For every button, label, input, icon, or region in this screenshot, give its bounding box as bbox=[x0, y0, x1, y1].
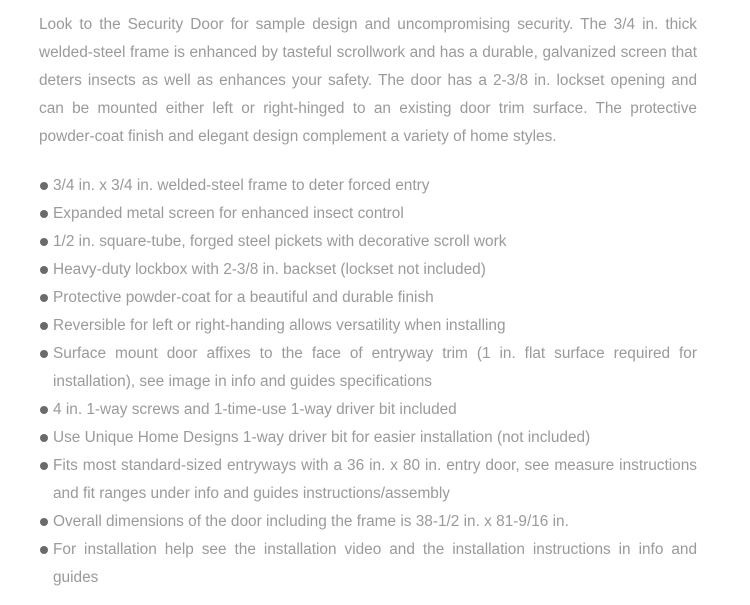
feature-item bbox=[39, 452, 697, 508]
feature-item bbox=[39, 312, 697, 340]
feature-item bbox=[39, 536, 697, 592]
feature-text: Surface mount door affixes to the face of entryway trim (1 in. flat surface required for installation), see image in info and guides specifications bbox=[53, 345, 697, 390]
feature-item bbox=[39, 396, 697, 424]
feature-item bbox=[39, 284, 697, 312]
bullet-icon bbox=[40, 546, 48, 554]
feature-item bbox=[39, 256, 697, 284]
feature-list bbox=[39, 172, 697, 592]
feature-text: 1/2 in. square-tube, forged steel pickets with decorative scroll work bbox=[53, 233, 507, 250]
feature-item bbox=[39, 172, 697, 200]
bullet-icon bbox=[40, 350, 48, 358]
feature-text: For installation help see the installation video and the installation instructions in info and guides bbox=[53, 541, 697, 586]
feature-item bbox=[39, 200, 697, 228]
feature-item bbox=[39, 228, 697, 256]
feature-text: 3/4 in. x 3/4 in. welded-steel frame to deter forced entry bbox=[53, 177, 430, 194]
feature-item bbox=[39, 424, 697, 452]
feature-text: 4 in. 1-way screws and 1-time-use 1-way driver bit included bbox=[53, 401, 457, 418]
bullet-icon bbox=[40, 434, 48, 442]
feature-text: Heavy-duty lockbox with 2-3/8 in. backset (lockset not included) bbox=[53, 261, 486, 278]
product-description-section bbox=[39, 11, 697, 592]
bullet-icon bbox=[40, 462, 48, 470]
bullet-icon bbox=[40, 182, 48, 190]
feature-text: Protective powder-coat for a beautiful and durable finish bbox=[53, 289, 434, 306]
feature-text: Use Unique Home Designs 1-way driver bit for easier installation (not included) bbox=[53, 429, 591, 446]
bullet-icon bbox=[40, 294, 48, 302]
product-description: Look to the Security Door for sample design and uncompromising security. The 3/4 in. thick welded-steel frame is enhanced by tasteful scrollwork and has a durable, galvanized screen that deters insects as well as enhances your safety. The door has a 2-3/8 in. lockset opening and can be mounted either left or right-hinged to an existing door trim surface. The protective powder-coat finish and elegant design complement a variety of home styles. bbox=[39, 16, 697, 145]
bullet-icon bbox=[40, 322, 48, 330]
feature-text: Reversible for left or right-handing allows versatility when installing bbox=[53, 317, 506, 334]
feature-item bbox=[39, 340, 697, 396]
bullet-icon bbox=[40, 406, 48, 414]
bullet-icon bbox=[40, 210, 48, 218]
bullet-icon bbox=[40, 266, 48, 274]
feature-text: Expanded metal screen for enhanced insect control bbox=[53, 205, 404, 222]
feature-text: Fits most standard-sized entryways with a 36 in. x 80 in. entry door, see measure instructions and fit ranges under info and guides instructions/assembly bbox=[53, 457, 697, 502]
feature-text: Overall dimensions of the door including the frame is 38-1/2 in. x 81-9/16 in. bbox=[53, 513, 569, 530]
feature-item bbox=[39, 508, 697, 536]
bullet-icon bbox=[40, 238, 48, 246]
bullet-icon bbox=[40, 518, 48, 526]
